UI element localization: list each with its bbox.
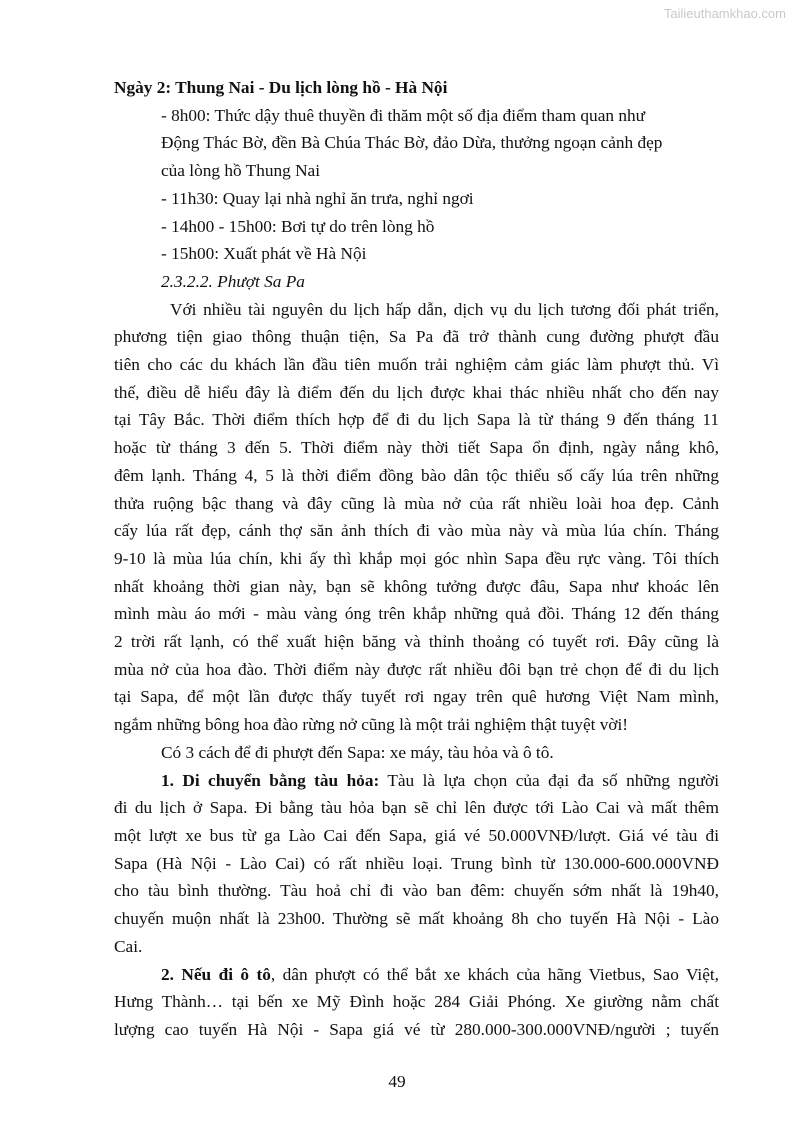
page-number: 49 — [388, 1072, 406, 1091]
paragraph-line: thế, điều dễ hiểu đây là điểm đến du lịch được khai thác nhiều nhất cho đến nay — [114, 382, 719, 402]
paragraph-line: nhất khoảng thời gian này, bạn sẽ không tưởng được đâu, Sapa như khoác lên — [114, 576, 719, 596]
paragraph-line: cho tàu bình thường. Tàu hoả chỉ đi vào ban đêm: chuyến sớm nhất là 19h40, — [114, 881, 719, 901]
paragraph-line: 2 trời rất lạnh, có thể xuất hiện băng và thỉnh thoảng có tuyết rơi. Đây cũng là — [114, 632, 719, 652]
paragraph-line: 9-10 là mùa lúa chín, khi ấy thì khắp mọi góc nhìn Sapa đều rực vàng. Tôi thích — [114, 548, 719, 568]
paragraph-line: tại Sapa, để một lần được thấy tuyết rơi ngay trên quê hương Việt Nam mình, — [114, 687, 719, 707]
paragraph-line: thửa ruộng bậc thang và đây cũng là mùa nở của rất nhiều loài hoa đẹp. Cảnh — [114, 493, 719, 513]
paragraph-line: Với nhiều tài nguyên du lịch hấp dẫn, dịch vụ du lịch tương đối phát triển, — [170, 299, 719, 319]
day2-itinerary — [114, 102, 719, 268]
paragraph-line: Hưng Thành… tại bến xe Mỹ Đình hoặc 284 Giải Phóng. Xe giường nằm chất — [114, 992, 719, 1012]
paragraph-line: tại Tây Bắc. Thời điểm thích hợp để đi du lịch Sapa là từ tháng 9 đến tháng 11 — [114, 410, 719, 430]
itinerary-line: - 8h00: Thức dậy thuê thuyền đi thăm một số địa điểm tham quan như — [161, 105, 645, 125]
paragraph-line: mình màu áo mới - màu vàng óng trên khắp những quả đồi. Tháng 12 đến tháng — [114, 604, 719, 624]
train-heading: 1. Di chuyển bằng tàu hỏa: — [161, 770, 380, 790]
paragraph-line: đêm lạnh. Tháng 4, 5 là thời điểm đồng bào dân tộc thiểu số cấy lúa trên những — [114, 465, 719, 485]
paragraph-text: , dân phượt có thể bắt xe khách của hãng Vietbus, Sao Việt, — [270, 964, 719, 984]
bus-heading: 2. Nếu đi ô tô — [161, 964, 271, 984]
itinerary-line: Động Thác Bờ, đền Bà Chúa Thác Bờ, đảo Dừa, thưởng ngoạn cảnh đẹp — [161, 133, 663, 153]
page-body — [114, 74, 719, 1044]
paragraph-line: Sapa (Hà Nội - Lào Cai) có rất nhiều loại. Trung bình từ 130.000-600.000VNĐ — [114, 853, 719, 873]
paragraph-line: tiên cho các du khách lần đầu tiên muốn trải nghiệm cảm giác làm phượt thủ. Vì — [114, 355, 719, 375]
paragraph-line: Cai. — [114, 936, 143, 956]
paragraph-line: phương tiện giao thông thuận tiện, Sa Pa đã trở thành cung đường phượt đầu — [114, 327, 719, 347]
paragraph-line: lượng cao tuyến Hà Nội - Sapa giá vé từ 280.000-300.000VNĐ/người ; tuyến — [114, 1019, 719, 1039]
sapa-paragraph — [114, 296, 719, 739]
paragraph-line: ngắm những bông hoa đào rừng nở cũng là một trải nghiệm thật tuyệt vời! — [114, 715, 629, 735]
ways-paragraph: Có 3 cách để đi phượt đến Sapa: xe máy, tàu hỏa và ô tô. — [161, 742, 554, 762]
watermark: Tailieuthamkhao.com — [663, 6, 786, 21]
paragraph-line: chuyến muộn nhất là 23h00. Thường sẽ mất khoảng 8h cho tuyến Hà Nội - Lào — [114, 909, 719, 929]
paragraph-line: một lượt xe bus từ ga Lào Cai đến Sapa, giá vé 50.000VNĐ/lượt. Giá vé tàu đi — [114, 825, 719, 845]
paragraph-text: Tàu là lựa chọn của đại đa số những người — [379, 770, 719, 790]
itinerary-line: - 15h00: Xuất phát về Hà Nội — [161, 244, 367, 264]
itinerary-line: của lòng hồ Thung Nai — [161, 161, 321, 181]
paragraph-line: đi du lịch ở Sapa. Đi bằng tàu hỏa bạn sẽ chỉ lên được tới Lào Cai và mất thêm — [114, 798, 719, 818]
paragraph-line: cấy lúa rất đẹp, cánh thợ săn ảnh thích đi vào mùa này và mùa lúa chín. Tháng — [114, 521, 719, 541]
itinerary-line: - 11h30: Quay lại nhà nghỉ ăn trưa, nghỉ ngơi — [161, 188, 474, 208]
paragraph-line: mùa nở của hoa đào. Thời điểm này được rất nhiều đôi bạn trẻ chọn để đi du lịch — [114, 659, 719, 679]
bus-paragraph — [114, 961, 719, 1044]
paragraph-line — [114, 767, 719, 795]
itinerary-line: - 14h00 - 15h00: Bơi tự do trên lòng hồ — [161, 216, 435, 236]
paragraph-line: hoặc từ tháng 3 đến 5. Thời điểm này thời tiết Sapa ổn định, ngày nắng khô, — [114, 438, 719, 458]
section-heading: 2.3.2.2. Phượt Sa Pa — [161, 271, 305, 291]
paragraph-line — [114, 961, 719, 989]
train-paragraph — [114, 767, 719, 961]
day2-heading: Ngày 2: Thung Nai - Du lịch lòng hồ - Hà Nội — [114, 78, 448, 97]
